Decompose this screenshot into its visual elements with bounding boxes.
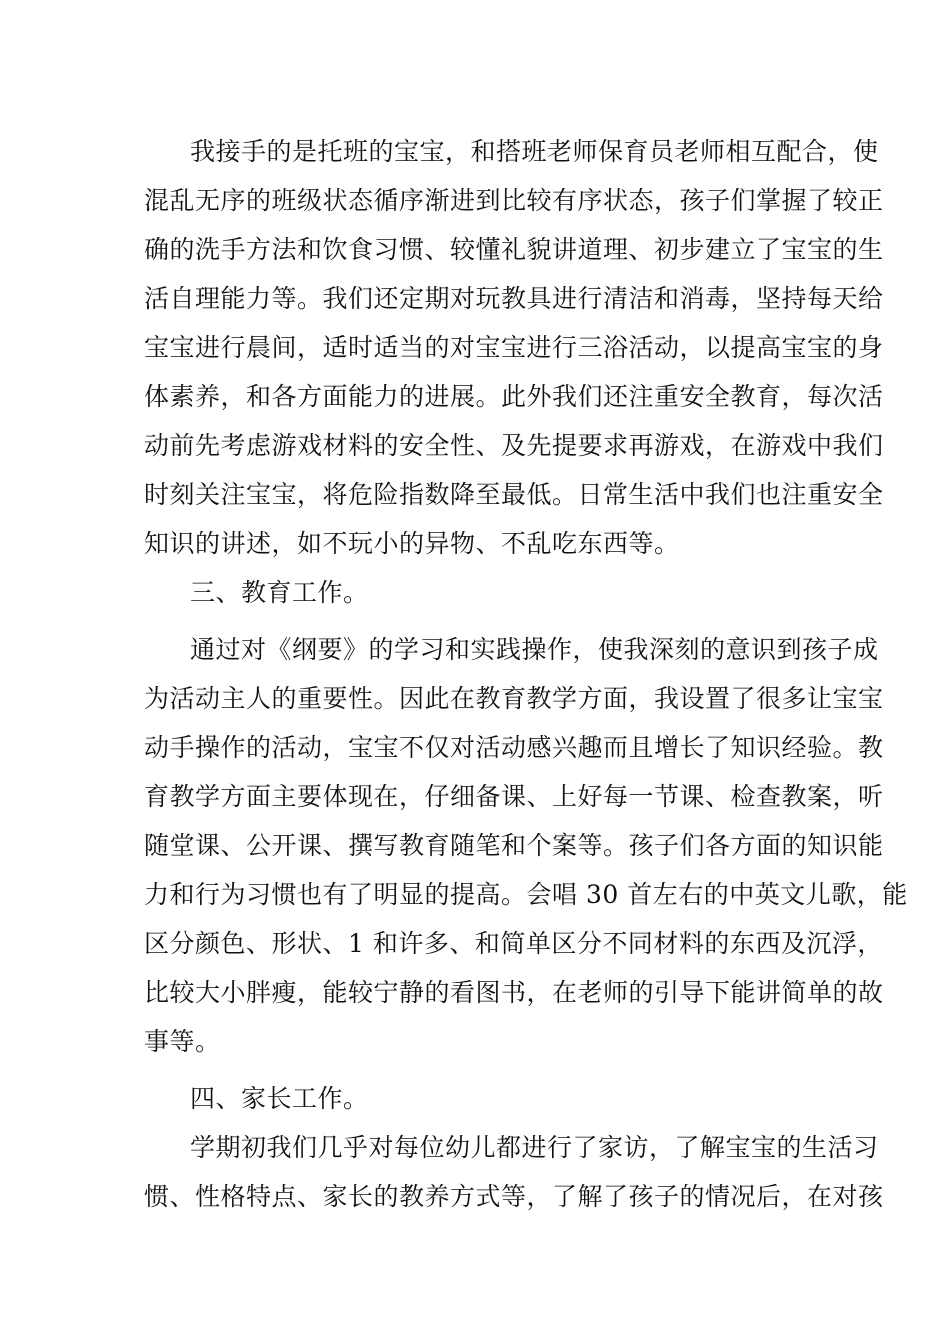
paragraph-line: 知识的讲述，如不玩小的异物、不乱吃东西等。 bbox=[144, 529, 680, 558]
paragraph-line: 动手操作的活动，宝宝不仅对活动感兴趣而且增长了知识经验。教 bbox=[144, 733, 884, 762]
paragraph-line: 育教学方面主要体现在，仔细备课、上好每一节课、检查教案，听 bbox=[144, 782, 884, 811]
paragraph-line: 区分颜色、形状、1 和许多、和简单区分不同材料的东西及沉浮， bbox=[144, 929, 883, 958]
paragraph-line: 随堂课、公开课、撰写教育随笔和个案等。孩子们各方面的知识能 bbox=[144, 831, 884, 860]
section-heading: 四、家长工作。 bbox=[190, 1084, 369, 1113]
paragraph-line: 体素养，和各方面能力的进展。此外我们还注重安全教育，每次活 bbox=[144, 382, 884, 411]
paragraph-line: 比较大小胖瘦，能较宁静的看图书，在老师的引导下能讲简单的故 bbox=[144, 978, 884, 1007]
paragraph-line: 动前先考虑游戏材料的安全性、及先提要求再游戏，在游戏中我们 bbox=[144, 431, 884, 460]
paragraph-line: 混乱无序的班级状态循序渐进到比较有序状态，孩子们掌握了较正 bbox=[144, 186, 884, 215]
paragraph-line: 时刻关注宝宝，将危险指数降至最低。日常生活中我们也注重安全 bbox=[144, 480, 884, 509]
paragraph-line: 事等。 bbox=[144, 1027, 221, 1056]
paragraph-line: 惯、性格特点、家长的教养方式等，了解了孩子的情况后，在对孩 bbox=[144, 1182, 884, 1211]
section-heading: 三、教育工作。 bbox=[190, 578, 369, 607]
paragraph-line: 活自理能力等。我们还定期对玩教具进行清洁和消毒，坚持每天给 bbox=[144, 284, 884, 313]
paragraph-line: 我接手的是托班的宝宝，和搭班老师保育员老师相互配合，使 bbox=[190, 137, 879, 166]
paragraph-line: 学期初我们几乎对每位幼儿都进行了家访，了解宝宝的生活习 bbox=[190, 1133, 879, 1162]
paragraph-line: 通过对《纲要》的学习和实践操作，使我深刻的意识到孩子成 bbox=[190, 635, 879, 664]
paragraph-line: 力和行为习惯也有了明显的提高。会唱 30 首左右的中英文儿歌，能 bbox=[144, 880, 908, 909]
paragraph-line: 为活动主人的重要性。因此在教育教学方面，我设置了很多让宝宝 bbox=[144, 684, 884, 713]
paragraph-line: 确的洗手方法和饮食习惯、较懂礼貌讲道理、初步建立了宝宝的生 bbox=[144, 235, 884, 264]
paragraph-line: 宝宝进行晨间，适时适当的对宝宝进行三浴活动，以提高宝宝的身 bbox=[144, 333, 884, 362]
